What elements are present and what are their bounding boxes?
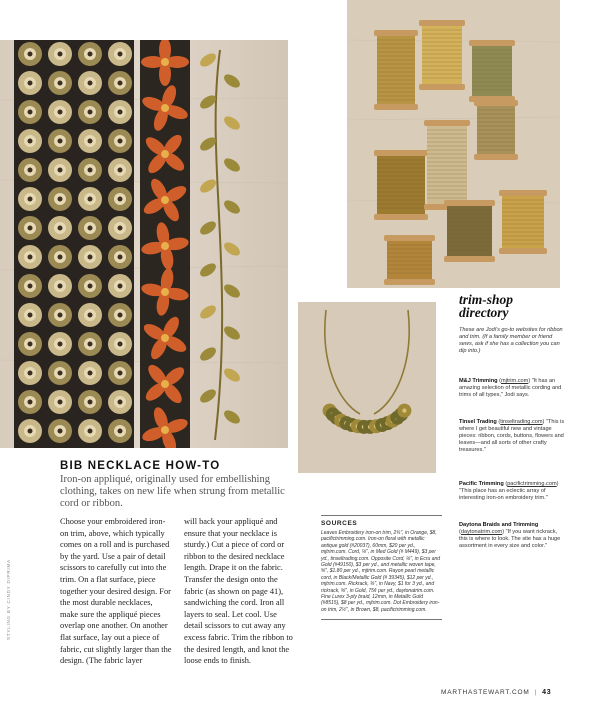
- dot-motif: [48, 71, 72, 95]
- footer-separator: |: [534, 689, 538, 696]
- trim-spool: [474, 100, 518, 160]
- dot-motif: [108, 187, 132, 211]
- dot-motif: [48, 332, 72, 356]
- dot-motif: [18, 187, 42, 211]
- dot-motif: [18, 158, 42, 182]
- trim-spool: [444, 200, 495, 262]
- dot-motif: [48, 100, 72, 124]
- sources-text: Leaves Embroidery iron-on trim, 2¾", in Orange, $8, pacifictrimming.com. Iron-on floral with metallic antique gold (#20037), 60mm, $20 per yd., mjtrim.com. Cord, ⅛", in Med Gold (# M449), $3 per yd., tinseltrading.com. Opposite Cord, ⅛", in Ecru and Gold (#49150), $3 per yd., and metallic woven tape, ⅝", $1.80 per yd., mjtrim.com. Rayon pearl metallic cord, in Black/Metallic Gold (# 39345), $12 per yd., mjtrim.com. Rickrack, ⅜", in Navy, $1 for 3 yd., and rickrack, ⅝", in Gold, 75¢ per yd., daytonatrim.com. Fine Lurex 3-ply braid, 12mm, in Metallic Gold (#8515), $8 per yd., mjtrim.com. Dot Embroidery iron-on trim, 2½", in Brown, $8, pacifictrimming.com.: [321, 530, 441, 613]
- dot-motif: [78, 158, 102, 182]
- dot-motif: [18, 245, 42, 269]
- dot-motif: [108, 71, 132, 95]
- dot-motif: [18, 419, 42, 443]
- dot-motif: [108, 390, 132, 414]
- dot-motif: [78, 71, 102, 95]
- dot-motif: [108, 42, 132, 66]
- directory-entry-link[interactable]: daytonatrim.com: [460, 529, 503, 535]
- dot-motif: [108, 303, 132, 327]
- trims-photo: [0, 40, 288, 448]
- directory-entry-mj: M&J Trimming (mjtrim.com) "It has an amazing selection of metallic cording and trims of all types," Jodi says.: [459, 378, 562, 398]
- dot-motif: [18, 274, 42, 298]
- footer-site[interactable]: MARTHASTEWART.COM: [441, 689, 530, 696]
- dot-motif: [78, 303, 102, 327]
- dot-motif: [108, 100, 132, 124]
- directory-entry-name: Tinsel Trading: [459, 419, 497, 425]
- directory-entry-name: M&J Trimming: [459, 378, 498, 384]
- body-column-2: will back your appliqué and ensure that your necklace is sturdy.) Cut a piece of cord or ribbon to the desired necklace length. Drape it on the fabric. Transfer the design onto the fabric (as shown on page 41), sandwiching the cord. Iron all layers to seal. Let cool. Use detail scissors to cut away any excess fabric. Trim the ribbon to the desired length, and knot the loose ends to finish.: [184, 517, 293, 666]
- dot-motif: [48, 245, 72, 269]
- trim-spool: [384, 235, 435, 285]
- dot-motif: [108, 158, 132, 182]
- dot-motif: [108, 216, 132, 240]
- dot-motif: [48, 419, 72, 443]
- dot-motif: [108, 332, 132, 356]
- dot-motif: [18, 332, 42, 356]
- directory-entry-desc: "If you want rickrack, this is where to look. The site has a huge assortment in every size and color.": [459, 529, 561, 549]
- directory-entry-pacific: Pacific Trimming (pacifictrimming.com) "This place has an eclectic array of interesting iron-on embroidery trim.": [459, 481, 559, 501]
- trim-spool: [419, 20, 465, 90]
- dot-motif: [18, 303, 42, 327]
- dot-motif: [78, 361, 102, 385]
- dot-motif: [78, 129, 102, 153]
- dot-motif: [48, 158, 72, 182]
- dot-motif: [78, 187, 102, 211]
- article-deck: Iron-on appliqué, originally used for embellishing clothing, takes on new life when strung from metallic cord or ribbon.: [60, 474, 285, 509]
- trim-spool: [424, 120, 470, 210]
- necklace-illustration: [298, 302, 436, 473]
- dot-motif: [78, 245, 102, 269]
- directory-entry-link[interactable]: tinseltrading.com: [500, 419, 543, 425]
- spools-illustration: [347, 0, 560, 288]
- page-footer: [441, 689, 552, 696]
- trim-spool: [469, 40, 515, 102]
- trim-spool: [499, 190, 547, 254]
- directory-title: [459, 293, 571, 319]
- page-number: 43: [542, 689, 552, 696]
- directory-entry-daytona: Daytona Braids and Trimming (daytonatrim.com) "If you want rickrack, this is where to look. The site has a huge assortment in every size and color.": [459, 522, 561, 549]
- directory-entry-desc: "This place has an eclectic array of interesting iron-on embroidery trim.": [459, 488, 548, 501]
- directory-entry-desc: "This is where I get beautiful new and vintage pieces: ribbon, cords, buttons, flowers and leaves—and all sorts of other crafty treasures.": [459, 419, 565, 453]
- directory-entry-link[interactable]: pacifictrimming.com: [507, 481, 557, 487]
- dot-motif: [78, 274, 102, 298]
- sources-title: SOURCES: [321, 520, 358, 527]
- directory-intro: These are Jodi's go-to websites for ribbon and trim. (If a family member or friend sews, ask if she has a collection you can dip into.): [459, 327, 563, 354]
- dot-motif: [18, 42, 42, 66]
- directory-entry-name: Pacific Trimming: [459, 481, 504, 487]
- dot-motif: [18, 100, 42, 124]
- dot-motif: [48, 42, 72, 66]
- dot-motif: [78, 216, 102, 240]
- dot-motif: [78, 100, 102, 124]
- dot-motif: [18, 361, 42, 385]
- sources-box: [321, 515, 442, 620]
- body-column-1: Choose your embroidered iron-on trim, above, which typically comes on a roll and is purchased by the yard. Use a pair of detail scissors to carefully cut into the trim. On a flat surface, piece together your desired design. For the most durable necklaces, make sure the appliqué pieces overlap one another. On another flat surface, lay out a piece of fabric, cut slightly larger than the design. (The fabric layer: [60, 517, 172, 666]
- directory-entry-desc: "It has an amazing selection of metallic cording and trims of all types," Jodi says.: [459, 378, 562, 398]
- dot-motif: [78, 419, 102, 443]
- trim-spool: [374, 30, 418, 110]
- dot-motif: [78, 332, 102, 356]
- dot-motif: [108, 129, 132, 153]
- dot-motif: [108, 274, 132, 298]
- dot-motif: [48, 274, 72, 298]
- dot-motif: [18, 216, 42, 240]
- dot-motif: [18, 129, 42, 153]
- directory-title-line2: directory: [459, 305, 509, 320]
- dot-motif: [48, 361, 72, 385]
- dot-motif: [48, 216, 72, 240]
- dot-motif: [78, 42, 102, 66]
- spools-photo: [347, 0, 560, 288]
- dot-motif: [48, 129, 72, 153]
- directory-entry-name: Daytona Braids and Trimming: [459, 522, 539, 528]
- dot-motif: [48, 390, 72, 414]
- trims-illustration: [0, 40, 288, 448]
- dot-motif: [108, 245, 132, 269]
- dot-motif: [48, 187, 72, 211]
- necklace-photo: [298, 302, 436, 473]
- styling-credit: STYLING BY CINDY DIPRIMA: [6, 559, 11, 640]
- dot-motif: [108, 419, 132, 443]
- dot-motif: [48, 303, 72, 327]
- directory-entry-link[interactable]: mjtrim.com: [500, 378, 529, 384]
- dot-motif: [18, 390, 42, 414]
- directory-title-line1: trim-shop: [459, 292, 514, 307]
- dot-motif: [78, 390, 102, 414]
- dot-motif: [108, 361, 132, 385]
- dot-motif: [18, 71, 42, 95]
- directory-entry-tinsel: Tinsel Trading (tinseltrading.com) "This is where I get beautiful new and vintage pieces: ribbon, cords, buttons, flowers and leaves—and all sorts of other crafty treasures.": [459, 419, 565, 453]
- article-headline: BIB NECKLACE HOW-TO: [60, 460, 221, 472]
- trim-spool: [374, 150, 428, 220]
